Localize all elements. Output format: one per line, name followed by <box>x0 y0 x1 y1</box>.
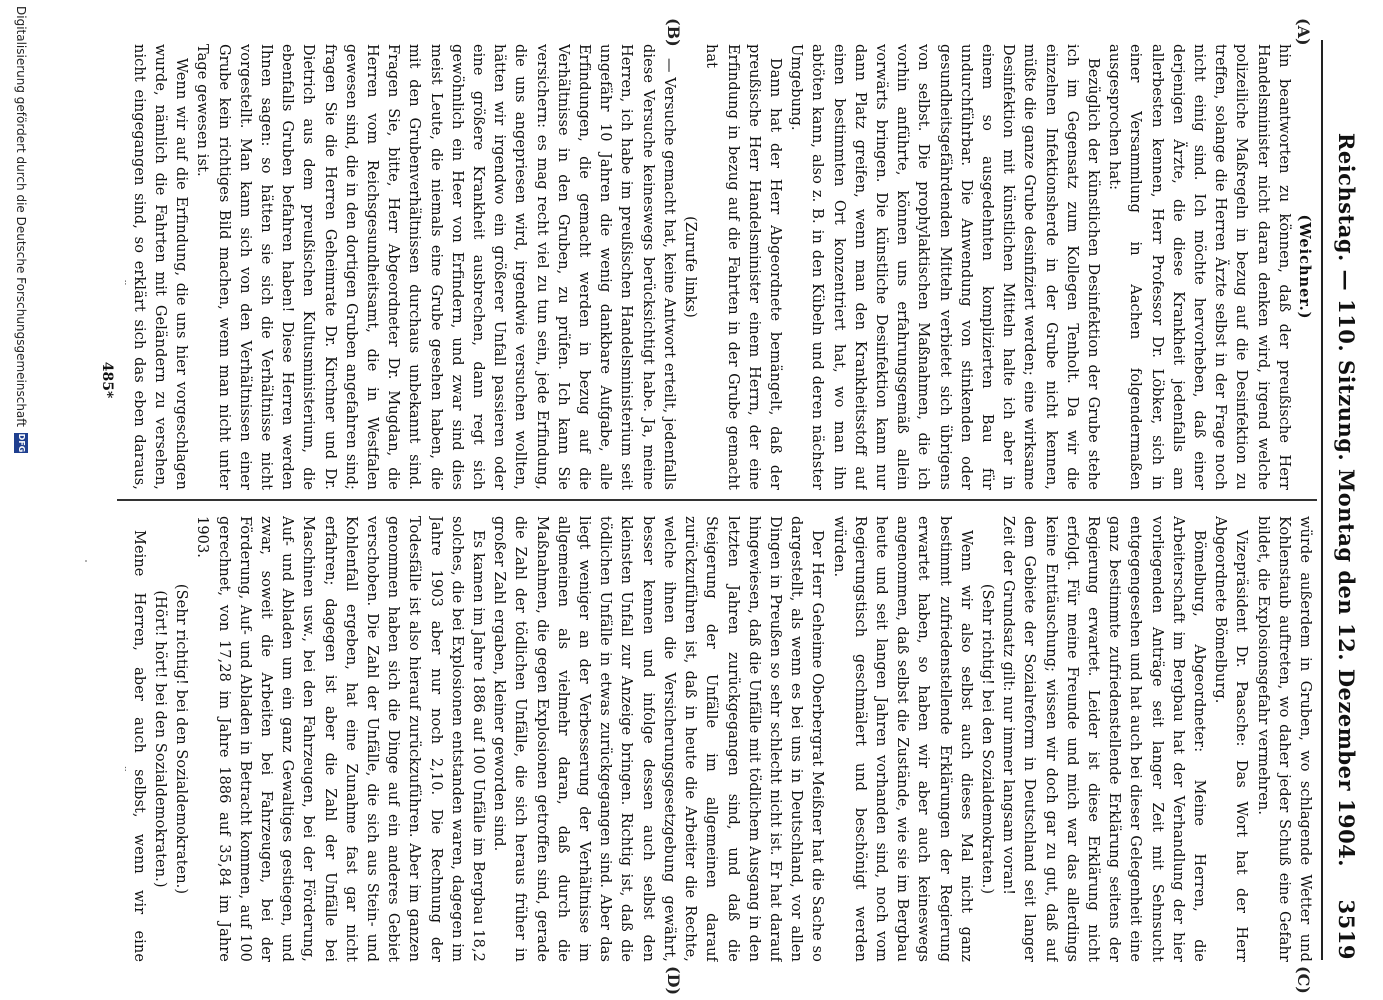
left-column <box>125 44 1315 490</box>
paragraph: würde außerdem in Gruben, wo schlagende Wetter und Kohlenstaub auftreten, wo daher jeder Schuß eine Gefahr bildet, die Explosionsgefahr vermehren. <box>1254 516 1313 962</box>
paragraph: Dann hat der Herr Abgeordnete bemängelt, daß der preußische Herr Handelsminister einem Herrn, der eine Erfindung in bezug auf die Fahrten in der Grube gemacht hat <box>703 44 783 490</box>
dfg-logo-icon: DFG <box>15 433 29 453</box>
margin-marker-b: (B) <box>664 18 683 47</box>
margin-marker-d: (D) <box>664 966 683 996</box>
presiding-officer-paragraph: Vizepräsident Dr. Paasche: Das Wort hat der Herr Abgeordnete Bömelburg. <box>1212 516 1250 962</box>
page-number: 3519 <box>1334 899 1359 960</box>
margin-marker-a: (A) <box>1294 18 1313 46</box>
interjection: (Sehr richtig! bei den Sozialdemokraten.) <box>978 583 995 895</box>
interjection: (Sehr richtig! bei den Sozialdemokraten.) <box>173 583 190 895</box>
page-title: Reichstag. — 110. Sitzung. Montag den 12. Dezember 1904. <box>1334 132 1359 868</box>
quote-paragraph: Bezüglich der künstlichen Desinfektion der Grube stehe ich im Gegensatz zum Kollegen Tenholt. Da wir die einzelnen Infektionsherde in der Grube nicht kennen, müßte die ganze Grube desinfiziert werden; eine wirksame Desinfektion mit künstlichen Mitteln halte ich aber in einem so ausgedehnten komplizierten Bau für undurchführbar. Die Anwendung von stinkenden oder gesundheitsgefährdenden Mitteln verbietet sich übrigens von selbst. Die prophylaktischen Maßnahmen, die ich vorhin anführte, können uns erfahrungsgemäß allein vorwärts bringen. Die künstliche Desinfektion kann nur dann Platz greifen, wenn man den Krankheitsstoff auf einen bestimmten Ort konzentriert hat, wo man ihn abtöten kann, also z. B. in den Kübeln und deren nächster Umgebung. <box>788 44 1101 490</box>
paragraph: Meine Herren, aber auch selbst, wenn wir eine <box>130 530 147 962</box>
page-header <box>1327 40 1361 960</box>
credit-text: Digitalisierung gefördert durch die Deutsche Forschungsgemeinschaft <box>14 6 29 428</box>
margin-marker-c: (C) <box>1294 966 1313 994</box>
paragraph: Der Herr Geheime Oberbergrat Meißner hat die Sache so dargestellt, als wenn es bei uns in Deutschland, vor allen Dingen in Preußen so sehr schlecht nicht ist. Er hat darauf hingewiesen, daß die Unfälle mit tödlichem Ausgang in den letzten Jahren zurückgegangen sind, und daß die Steigerung der Unfälle im allgemeinen darauf zurückzuführen ist, daß in heute die Arbeiter die Rechte, welche ihnen die Versicherungsgesetzgebung gewährt, besser kennen und infolge dessen auch selbst den kleinsten Unfall zur Anzeige bringen. Richtig ist, daß die tödlichen Unfälle in etwas zurückgegangen sind. Aber das liegt weniger an der Verbesserung der Verhältnisse im allgemeinen als vielmehr daran, daß durch die Maßnahmen, die gegen Explosionen getroffen sind, gerade die Zahl der tödlichen Unfälle, die sich heraus früher in großer Zahl ergaben, kleiner geworden sind. <box>491 516 826 962</box>
column-divider <box>117 499 1317 501</box>
right-column <box>125 516 1315 962</box>
paragraph: — Versuche gemacht hat, keine Antwort erteilt, jedenfalls diese Versuche keineswegs berücksichtigt habe. Ja, meine Herren, ich habe im preußischen Handelsministerium seit ungefähr 10 Jahren die wenig dankbare Aufgabe, alle Erfindungen, die gemacht werden in bezug auf die Verhältnisse in den Gruben, zu prüfen. Ich kann Sie versichern: es mag recht viel zu tun sein, jede Erfindung, die uns angepriesen wird, irgendwie versuchen wollten, hätten wir irgendwo ein größerer Unfall passieren oder eine größere Krankheit ausbrechen, dann regt sich gewöhnlich ein Heer von Erfindern, und zwar sind dies meist Leute, die niemals eine Grube gesehen haben, die mit den Grubenverhältnissen durchaus unbekannt sind. Fragen Sie, bitte, Herr Abgeordneter Dr. Mugdan, die Herren vom Reichsgesundheitsamt, die in Westfalen gewesen sind, die in den dortigen Gruben angefahren sind; fragen Sie die Herren Geheimrate Dr. Kirchner und Dr. Dietrich aus dem preußischen Kultusministerium, die ebenfalls Gruben befahren haben! Diese Herren werden Ihnen sagen: so hätten sie sich die Verhältnisse nicht vorgestellt. Man kann sich von den Verhältnissen einer Grube kein richtiges Bild machen, wenn man nicht unter Tage gewesen ist. <box>194 44 677 490</box>
paragraph: Es kamen im Jahre 1886 auf 100 Unfälle im Bergbau 18,2 solches, die bei Explosionen entstanden waren, dagegen im Jahre 1903 aber nur noch 2,10. Die Rechnung der Todesfälle ist also hierauf zurückzuführen. Aber im ganzen genommen haben sich die Dinge auf ein anderes Gebiet verschoben. Die Zahl der Unfälle, die sich aus Stein- und Kohlenfall ergeben, hat eine Zunahme fast gar nicht erfahren; dagegen ist aber die Zahl der Unfälle bei Maschinen usw., bei den Fahrzeugen, bei der Förderung, Auf- und Abladen um ein ganz Gewaltiges gestiegen, und zwar, soweit die Arbeiten bei Fahrzeugen, bei der Förderung, Auf- und Abladen in Betracht kommen, auf 100 gerechnet, von 17,28 im Jahre 1886 auf 35,84 im Jahre 1903. <box>194 516 487 962</box>
header-rule <box>1321 40 1323 960</box>
speaker-paragraph: Bömelburg, Abgeordneter: Meine Herren, die Arbeiterschaft im Bergbau hat der Verhandlung der hier vorliegenden Anträge seit langer Zeit mit Sehnsucht entgegengesehen und hat auch bei dieser Gelegenheit eine ganz bestimmte zufriedenstellende Erklärung seitens der Regierung erwartet. Leider ist diese Erklärung nicht erfolgt. Für meine Freunde und mich war das allerdings keine Enttäuschung; wissen wir doch gar zu gut, daß auf dem Gebiete der Sozialreform in Deutschland seit langer Zeit der Grundsatz gilt: nur immer langsam voran! <box>1000 516 1207 962</box>
scan-speck <box>85 560 87 562</box>
digitization-credit <box>0 0 43 1000</box>
paragraph: Wenn wir auf die Erfindung, die uns hier vorgeschlagen wurde, nämlich die Fahrten mit Geländern zu versehen, nicht eingegangen sind, so erklärt sich das eben daraus, <box>130 44 190 490</box>
interjection: (Zurufe links) <box>682 216 699 318</box>
speaker-label: (Weichner.) <box>1296 214 1313 320</box>
paragraph: Wenn wir also selbst auch dieses Mal nicht ganz bestimmt zufriedenstellende Erklärungen der Regierung erwartet haben, so haben wir aber auch keineswegs angenommen, daß selbst die Zustände, wie sie im Bergbau heute und seit langen Jahren vorhanden sind, noch vom Regierungstisch geschmälert und beschönigt werden würden. <box>830 516 974 962</box>
signature-mark: 485* <box>99 361 115 399</box>
interjection: (Hört! hört! bei den Sozialdemokraten.) <box>152 590 169 888</box>
paragraph: hin beantworten zu können, daß der preußische Herr Handelsminister nicht daran denken wird, irgend welche polizeiliche Maßregeln in bezug auf die Desinfektion zu treffen, solange die Herren Ärzte selbst in der Frage noch nicht einig sind. Ich möchte hervorheben, daß einer derjenigen Ärzte, die diese Krankheit jedenfalls am allerbesten kennen, Herr Professor Dr. Löbker, sich in einer Versammlung in Aachen folgendermaßen ausgesprochen hat: <box>1106 44 1292 490</box>
